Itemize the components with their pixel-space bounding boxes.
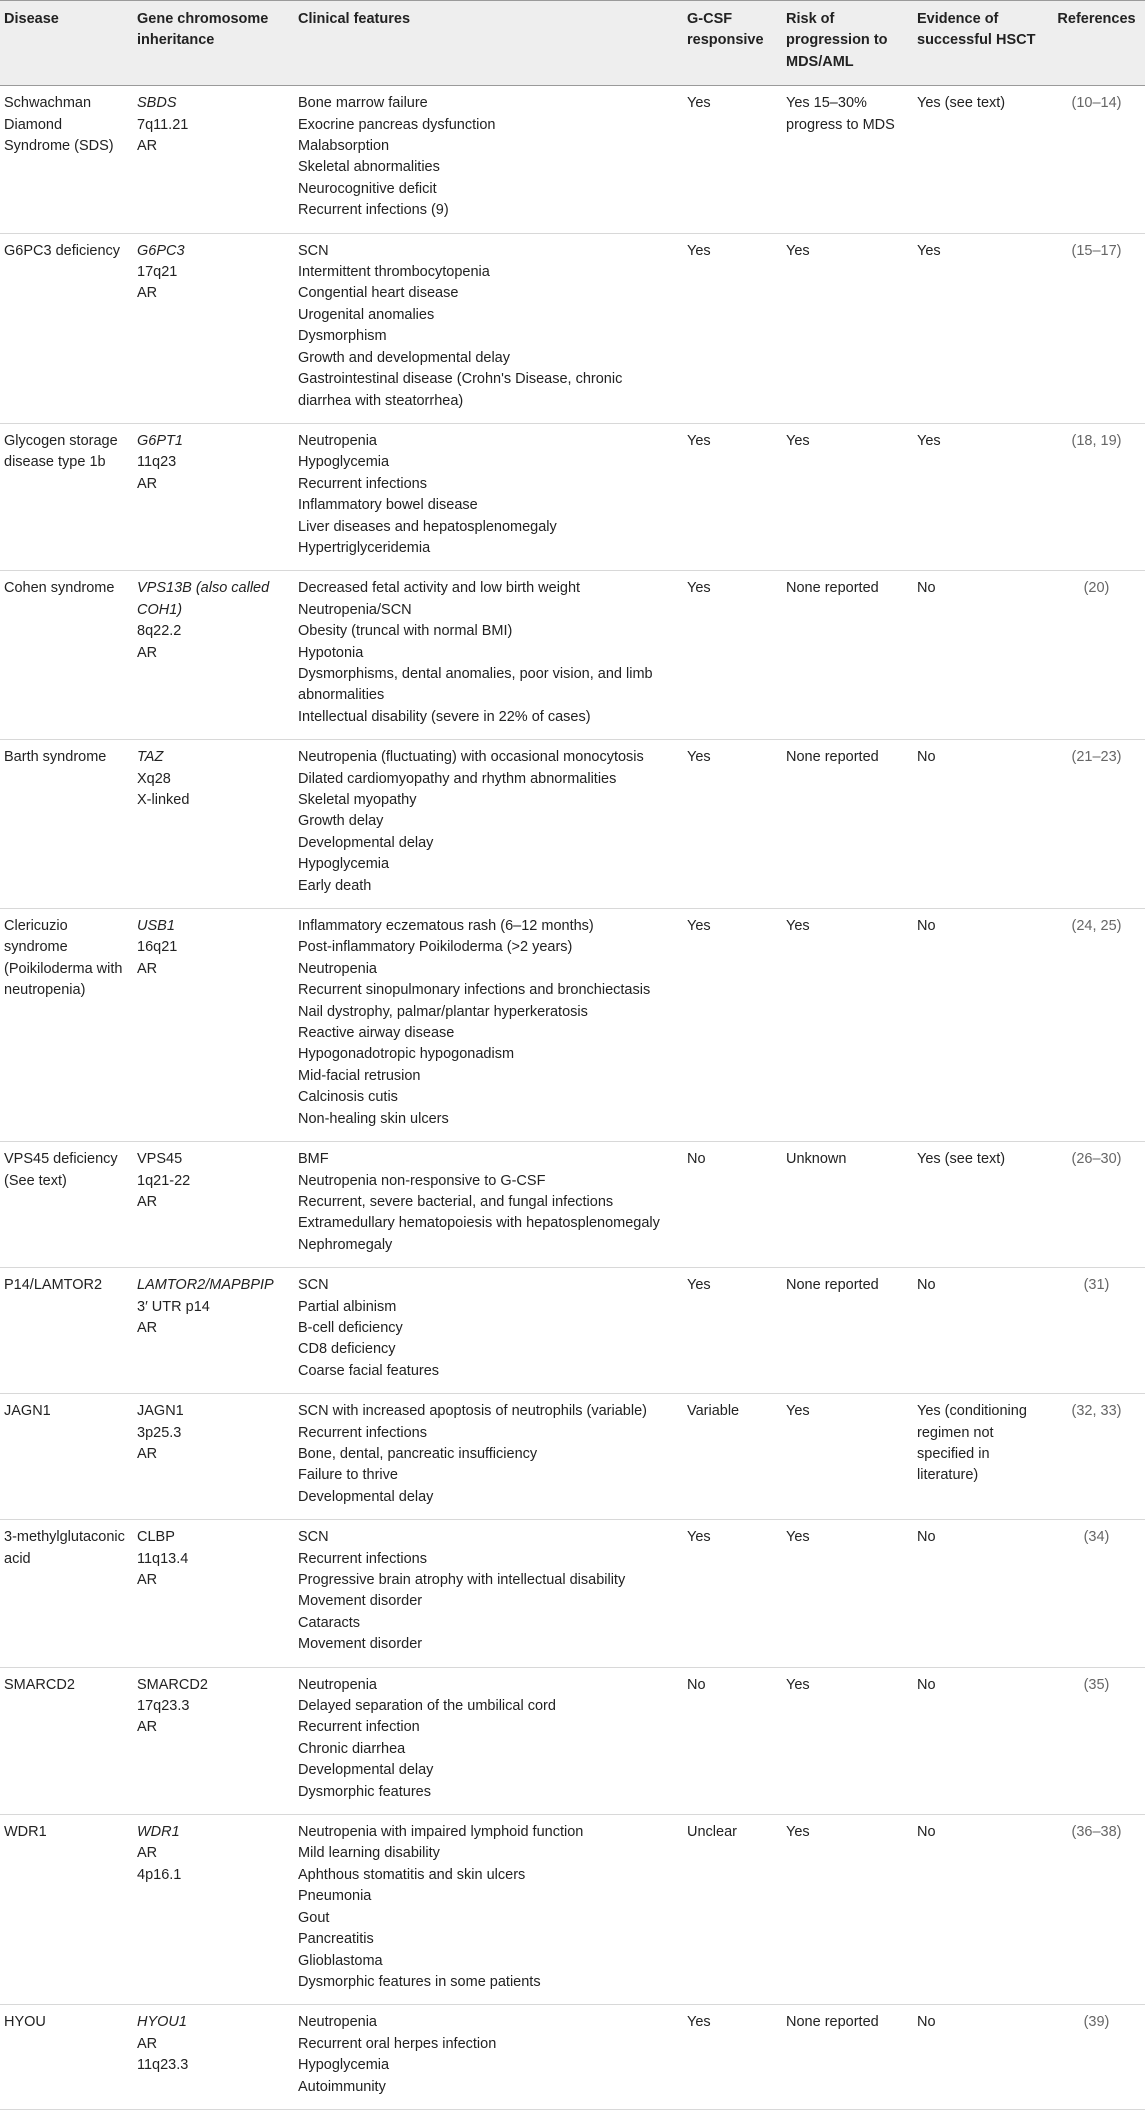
references-cell: (26–30) [1050, 1142, 1145, 1268]
references-cell: (21–23) [1050, 740, 1145, 909]
feature-line: Hypoglycemia [298, 856, 390, 873]
references-cell: (24, 25) [1050, 909, 1145, 1142]
gene-line: 8q22.2 [137, 623, 182, 640]
disease-cell: JAGN1 [0, 1394, 133, 1520]
references-cell: (20) [1050, 571, 1145, 740]
feature-line: Progressive brain atrophy with intellectual disability [298, 1572, 626, 1588]
table-row [0, 571, 1145, 740]
feature-line: Mid-facial retrusion [298, 1067, 421, 1084]
header-gcsf: G-CSF responsive [683, 1, 782, 86]
feature-line: Obesity (truncal with normal BMI) [298, 623, 513, 640]
features-cell [294, 1815, 683, 2005]
disease-cell: Schwachman Diamond Syndrome (SDS) [0, 86, 133, 233]
risk-cell: Yes [782, 233, 913, 423]
feature-line: Recurrent oral herpes infection [298, 2035, 497, 2052]
gene-line: VPS13B (also called COH1) [137, 580, 270, 618]
gene-line: HYOU1 [137, 2014, 187, 2031]
feature-line: Neutropenia [298, 432, 377, 449]
gene-line: USB1 [137, 918, 175, 935]
feature-line: Autoimmunity [298, 2078, 386, 2095]
feature-line: Neurocognitive deficit [298, 180, 437, 197]
gcsf-cell: Yes [683, 86, 782, 233]
gcsf-cell: No [683, 1667, 782, 1814]
gene-cell [133, 1667, 294, 1814]
gene-line: AR [137, 1572, 158, 1588]
header-disease: Disease [0, 1, 133, 86]
gene-line: 4p16.1 [137, 1866, 182, 1883]
features-cell [294, 740, 683, 909]
gene-line: VPS45 [137, 1151, 183, 1168]
gene-line: 11q13.4 [137, 1550, 189, 1567]
gene-line: 17q21 [137, 264, 178, 281]
feature-line: Delayed separation of the umbilical cord [298, 1698, 556, 1715]
gene-line: AR [137, 2035, 158, 2052]
header-references: References [1050, 1, 1145, 86]
gene-line: SBDS [137, 95, 177, 112]
hsct-cell: Yes [913, 233, 1050, 423]
feature-line: Hypoglycemia [298, 2057, 390, 2074]
gene-line: 11q23 [137, 454, 177, 471]
feature-line: Nephromegaly [298, 1236, 393, 1253]
table-row [0, 740, 1145, 909]
hsct-cell: Yes (see text) [913, 86, 1050, 233]
features-cell [294, 1142, 683, 1268]
feature-line: Recurrent infections [298, 1424, 427, 1441]
feature-line: Neutropenia/SCN [298, 601, 412, 618]
features-cell [294, 571, 683, 740]
feature-line: Developmental delay [298, 834, 434, 851]
gcsf-cell: Yes [683, 909, 782, 1142]
feature-line: B-cell deficiency [298, 1319, 403, 1336]
table-row [0, 1520, 1145, 1667]
gene-line: AR [137, 285, 158, 302]
feature-line: Mild learning disability [298, 1845, 440, 1862]
gene-line: TAZ [137, 749, 164, 766]
references-cell: (36–38) [1050, 1815, 1145, 2005]
gene-line: JAGN1 [137, 1403, 184, 1420]
risk-cell: Yes [782, 1520, 913, 1667]
feature-line: Coarse facial features [298, 1362, 440, 1379]
gene-cell [133, 1815, 294, 2005]
risk-cell: Yes [782, 1815, 913, 2005]
gene-cell [133, 1520, 294, 1667]
table-row [0, 86, 1145, 233]
table-row [0, 1815, 1145, 2005]
risk-cell: None reported [782, 571, 913, 740]
feature-line: Hypertriglyceridemia [298, 539, 431, 556]
header-gene: Gene chromosome inheritance [133, 1, 294, 86]
features-cell [294, 1667, 683, 1814]
feature-line: Failure to thrive [298, 1467, 398, 1484]
feature-line: SCN [298, 242, 329, 259]
feature-line: Neutropenia [298, 1676, 377, 1693]
gene-cell [133, 1142, 294, 1268]
feature-line: Inflammatory eczematous rash (6–12 months) [298, 918, 594, 935]
feature-line: Cataracts [298, 1614, 361, 1631]
hsct-cell: No [913, 1815, 1050, 2005]
feature-line: Nail dystrophy, palmar/plantar hyperkeratosis [298, 1003, 588, 1020]
references-cell: (35) [1050, 1667, 1145, 1814]
feature-line: Hypogonadotropic hypogonadism [298, 1046, 515, 1063]
gene-line: SMARCD2 [137, 1676, 208, 1693]
feature-line: Movement disorder [298, 1593, 423, 1610]
gene-cell [133, 86, 294, 233]
gene-line: 1q21-22 [137, 1172, 191, 1189]
feature-line: Neutropenia (fluctuating) with occasional monocytosis [298, 749, 644, 766]
references-cell: (18, 19) [1050, 423, 1145, 570]
gene-line: LAMTOR2/MAPBPIP [137, 1277, 274, 1294]
feature-line: Dysmorphism [298, 328, 387, 345]
gene-cell [133, 1394, 294, 1520]
feature-line: Hypoglycemia [298, 454, 390, 471]
feature-line: Partial albinism [298, 1298, 397, 1315]
feature-line: Neutropenia non-responsive to G-CSF [298, 1172, 546, 1189]
gcsf-cell: Yes [683, 2005, 782, 2110]
references-cell: (39) [1050, 2005, 1145, 2110]
gene-line: 7q11.21 [137, 116, 189, 133]
hsct-cell: No [913, 2005, 1050, 2110]
hsct-cell: No [913, 1268, 1050, 1394]
gene-cell [133, 571, 294, 740]
hsct-cell: No [913, 1667, 1050, 1814]
disease-cell: Clericuzio syndrome (Poikiloderma with neutropenia) [0, 909, 133, 1142]
feature-line: Growth delay [298, 813, 384, 830]
gene-line: WDR1 [137, 1824, 180, 1841]
gcsf-cell: Yes [683, 423, 782, 570]
disease-cell: P14/LAMTOR2 [0, 1268, 133, 1394]
disease-cell: G6PC3 deficiency [0, 233, 133, 423]
header-row [0, 1, 1145, 86]
gene-line: AR [137, 644, 158, 661]
feature-line: Recurrent sinopulmonary infections and bronchiectasis [298, 982, 651, 999]
feature-line: BMF [298, 1151, 329, 1168]
feature-line: SCN [298, 1277, 329, 1294]
gene-line: 16q21 [137, 939, 178, 956]
disease-cell: Glycogen storage disease type 1b [0, 423, 133, 570]
features-cell [294, 2005, 683, 2110]
feature-line: Dysmorphic features in some patients [298, 1973, 541, 1990]
gene-line: AR [137, 475, 158, 492]
gene-line: G6PT1 [137, 432, 183, 449]
table-row [0, 2005, 1145, 2110]
gene-line: X-linked [137, 792, 190, 808]
feature-line: Pancreatitis [298, 1931, 374, 1948]
feature-line: Gastrointestinal disease (Crohn's Disease, chronic diarrhea with steatorrhea) [298, 371, 623, 409]
feature-line: Hypotonia [298, 644, 364, 661]
feature-line: Liver diseases and hepatosplenomegaly [298, 518, 557, 535]
gene-line: G6PC3 [137, 242, 185, 259]
risk-cell: Yes [782, 423, 913, 570]
gcsf-cell: Yes [683, 571, 782, 740]
risk-cell: Unknown [782, 1142, 913, 1268]
disease-cell: SMARCD2 [0, 1667, 133, 1814]
gene-line: AR [137, 138, 158, 155]
feature-line: Dysmorphisms, dental anomalies, poor vision, and limb abnormalities [298, 665, 653, 704]
gene-cell [133, 1268, 294, 1394]
feature-line: Post-inflammatory Poikiloderma (>2 years) [298, 939, 573, 956]
hsct-cell: Yes [913, 423, 1050, 570]
feature-line: Dysmorphic features [298, 1783, 431, 1800]
disease-cell: Barth syndrome [0, 740, 133, 909]
gene-line: Xq28 [137, 770, 171, 787]
table-row [0, 909, 1145, 1142]
header-risk: Risk of progression to MDS/AML [782, 1, 913, 86]
feature-line: Bone, dental, pancreatic insufficiency [298, 1445, 538, 1462]
table-row [0, 423, 1145, 570]
feature-line: Non-healing skin ulcers [298, 1110, 449, 1127]
hsct-cell: Yes (conditioning regimen not specified in literature) [913, 1394, 1050, 1520]
features-cell [294, 1268, 683, 1394]
feature-line: Neutropenia [298, 960, 377, 977]
header-clinical-features: Clinical features [294, 1, 683, 86]
references-cell: (34) [1050, 1520, 1145, 1667]
gene-line: CLBP [137, 1529, 175, 1546]
gcsf-cell: Variable [683, 1394, 782, 1520]
feature-line: Malabsorption [298, 138, 390, 155]
hsct-cell: Yes (see text) [913, 1142, 1050, 1268]
feature-line: SCN [298, 1529, 329, 1546]
feature-line: Glioblastoma [298, 1952, 383, 1969]
feature-line: Chronic diarrhea [298, 1740, 406, 1757]
gcsf-cell: Yes [683, 1268, 782, 1394]
gcsf-cell: Yes [683, 1520, 782, 1667]
feature-line: CD8 deficiency [298, 1341, 396, 1358]
feature-line: Calcinosis cutis [298, 1089, 398, 1106]
table-row [0, 1394, 1145, 1520]
features-cell [294, 909, 683, 1142]
risk-cell: None reported [782, 1268, 913, 1394]
feature-line: Recurrent infections [298, 1550, 427, 1567]
disease-cell: WDR1 [0, 1815, 133, 2005]
feature-line: Dilated cardiomyopathy and rhythm abnormalities [298, 770, 617, 787]
gene-cell [133, 740, 294, 909]
table-row [0, 233, 1145, 423]
feature-line: Recurrent infections (9) [298, 202, 449, 219]
hsct-cell: No [913, 740, 1050, 909]
gene-line: 17q23.3 [137, 1698, 190, 1715]
gene-line: 3p25.3 [137, 1424, 182, 1441]
table-row [0, 1268, 1145, 1394]
feature-line: Intermittent thrombocytopenia [298, 264, 490, 281]
feature-line: Recurrent infections [298, 475, 427, 492]
disease-cell: 3-methylglutaconic acid [0, 1520, 133, 1667]
feature-line: Skeletal abnormalities [298, 159, 440, 176]
feature-line: Urogenital anomalies [298, 306, 435, 323]
feature-line: Aphthous stomatitis and skin ulcers [298, 1866, 526, 1883]
gene-line: AR [137, 1445, 158, 1462]
risk-cell: None reported [782, 2005, 913, 2110]
gene-cell [133, 423, 294, 570]
gcsf-cell: Yes [683, 233, 782, 423]
feature-line: Developmental delay [298, 1488, 434, 1505]
feature-line: SCN with increased apoptosis of neutrophils (variable) [298, 1403, 647, 1420]
feature-line: Intellectual disability (severe in 22% of cases) [298, 708, 591, 725]
feature-line: Gout [298, 1909, 330, 1926]
feature-line: Reactive airway disease [298, 1025, 455, 1042]
feature-line: Recurrent infection [298, 1719, 420, 1736]
feature-line: Pneumonia [298, 1888, 372, 1905]
gene-line: AR [137, 1719, 158, 1736]
disease-cell: VPS45 deficiency (See text) [0, 1142, 133, 1268]
gene-cell [133, 909, 294, 1142]
gene-line: AR [137, 1845, 158, 1862]
disease-cell: HYOU [0, 2005, 133, 2110]
risk-cell: Yes 15–30% progress to MDS [782, 86, 913, 233]
feature-line: Early death [298, 877, 372, 894]
features-cell [294, 423, 683, 570]
disease-cell: Cohen syndrome [0, 571, 133, 740]
header-hsct: Evidence of successful HSCT [913, 1, 1050, 86]
table-row [0, 1142, 1145, 1268]
hsct-cell: No [913, 571, 1050, 740]
hsct-cell: No [913, 909, 1050, 1142]
feature-line: Skeletal myopathy [298, 792, 417, 808]
references-cell: (32, 33) [1050, 1394, 1145, 1520]
references-cell: (15–17) [1050, 233, 1145, 423]
gcsf-cell: Unclear [683, 1815, 782, 2005]
feature-line: Recurrent, severe bacterial, and fungal infections [298, 1193, 614, 1210]
gene-line: 11q23.3 [137, 2057, 189, 2074]
feature-line: Decreased fetal activity and low birth weight [298, 580, 581, 597]
feature-line: Exocrine pancreas dysfunction [298, 116, 496, 133]
feature-line: Neutropenia with impaired lymphoid function [298, 1824, 584, 1841]
risk-cell: Yes [782, 1394, 913, 1520]
gene-line: AR [137, 960, 158, 977]
gene-cell [133, 233, 294, 423]
feature-line: Neutropenia [298, 2014, 377, 2031]
gene-line: AR [137, 1193, 158, 1210]
gene-cell [133, 2005, 294, 2110]
feature-line: Growth and developmental delay [298, 349, 510, 366]
feature-line: Inflammatory bowel disease [298, 497, 478, 514]
features-cell [294, 1394, 683, 1520]
gene-line: AR [137, 1319, 158, 1336]
feature-line: Bone marrow failure [298, 95, 428, 112]
references-cell: (31) [1050, 1268, 1145, 1394]
features-cell [294, 233, 683, 423]
references-cell: (10–14) [1050, 86, 1145, 233]
feature-line: Movement disorder [298, 1636, 423, 1653]
feature-line: Congential heart disease [298, 285, 459, 302]
risk-cell: Yes [782, 909, 913, 1142]
features-cell [294, 1520, 683, 1667]
hsct-cell: No [913, 1520, 1050, 1667]
gcsf-cell: No [683, 1142, 782, 1268]
feature-line: Developmental delay [298, 1762, 434, 1779]
features-cell [294, 86, 683, 233]
table-row [0, 1667, 1145, 1814]
risk-cell: None reported [782, 740, 913, 909]
gene-line: 3′ UTR p14 [137, 1298, 210, 1315]
risk-cell: Yes [782, 1667, 913, 1814]
feature-line: Extramedullary hematopoiesis with hepatosplenomegaly [298, 1215, 660, 1232]
gcsf-cell: Yes [683, 740, 782, 909]
